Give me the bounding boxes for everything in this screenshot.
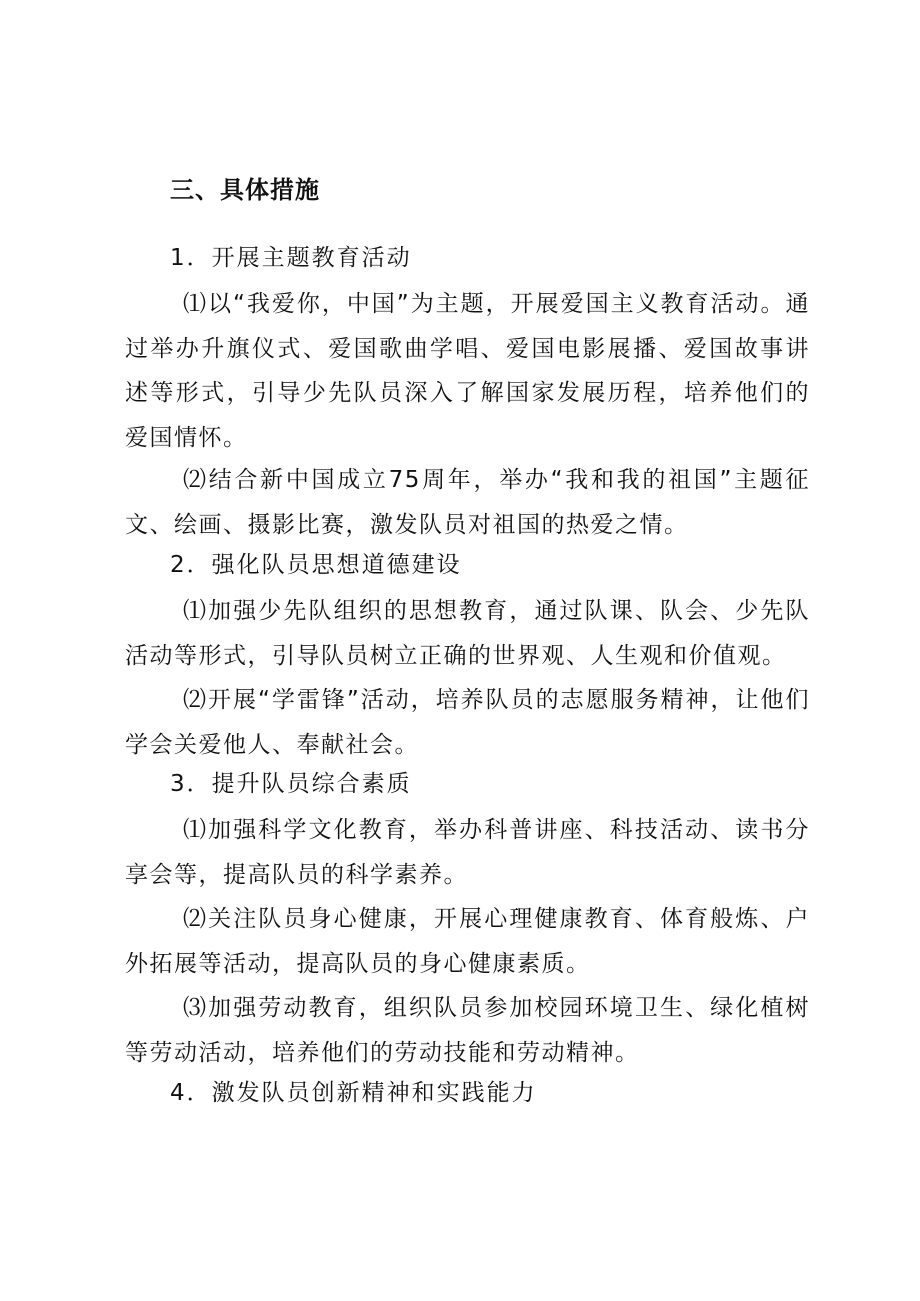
paragraph-3-2: ⑵关注队员身心健康，开展心理健康教育、体育般炼、户外拓展等活动，提高队员的身心健康素质。 [125,906,810,977]
subsection-heading-1: 1．开展主题教育活动 [170,245,412,271]
paragraph-2-2: ⑵开展“学雷锋”活动，培养队员的志愿服务精神，让他们学会关爱他人、奉献社会。 [125,687,810,758]
subsection-heading-3: 3．提升队员综合素质 [170,771,412,797]
section-title: 三、具体措施 [170,176,320,204]
subsection-heading-2: 2．强化队员思想道德建设 [170,552,462,578]
paragraph-3-1: ⑴加强科学文化教育，举办科普讲座、科技活动、读书分享会等，提高队员的科学素养。 [125,817,810,888]
paragraph-3-3: ⑶加强劳动教育，组织队员参加校园环境卫生、绿化植树等劳动活动，培养他们的劳动技能和劳动精神。 [125,995,810,1066]
paragraph-1-2: ⑵结合新中国成立75周年，举办“我和我的祖国”主题征文、绘画、摄影比赛，激发队员对祖国的热爱之情。 [125,467,810,538]
subsection-heading-4: 4．激发队员创新精神和实践能力 [170,1080,537,1106]
paragraph-2-1: ⑴加强少先队组织的思想教育，通过队课、队会、少先队活动等形式，引导队员树立正确的世界观、人生观和价值观。 [125,598,810,669]
paragraph-1-1: ⑴以“我爱你，中国”为主题，开展爱国主义教育活动。通过举办升旗仪式、爱国歌曲学唱、爱国电影展播、爱国故事讲述等形式，引导少先队员深入了解国家发展历程，培养他们的爱国情怀。 [125,291,810,451]
